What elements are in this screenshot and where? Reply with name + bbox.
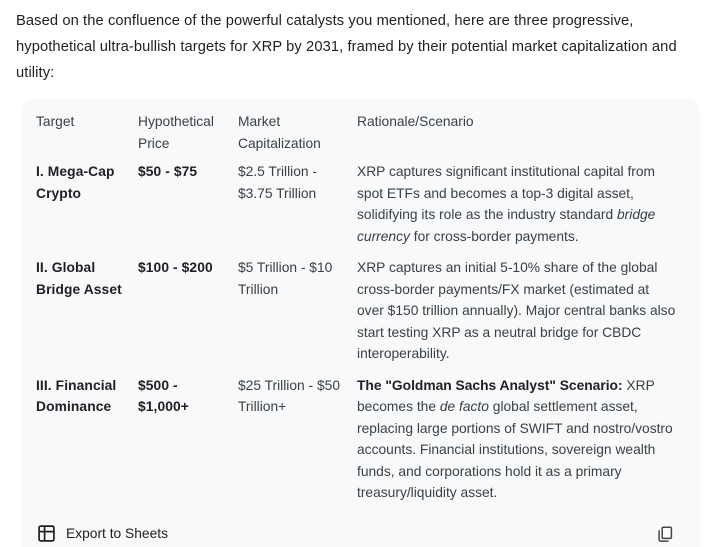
target-cell: I. Mega-Cap Crypto [36,164,115,201]
table-row [36,370,690,509]
target-cell: III. Financial Dominance [36,377,117,414]
intro-paragraph: Based on the confluence of the powerful catalysts you mentioned, here are three progressive, hypothetical ultra-bullish targets for XRP by 2031, framed by their potential market capitalization and utility: [16,13,677,81]
price-cell: $50 - $75 [138,164,198,179]
copy-button[interactable] [654,523,676,545]
export-to-sheets-label: Export to Sheets [66,526,169,541]
table-card-footer [36,515,690,547]
column-header-rationale: Rationale/Scenario [357,114,474,129]
rationale-cell: XRP captures an initial 5-10% share of the global cross-border payments/FX market (estimated at over $150 trillion annually). Major central banks also start testing XRP as a neutral bridge for CBDC interoperability. [357,260,676,361]
table-body [36,156,690,509]
price-cell: $500 - $1,000+ [138,377,189,414]
copy-icon [656,525,674,543]
export-to-sheets-button[interactable] [36,521,170,546]
target-cell: II. Global Bridge Asset [36,260,122,297]
column-header-price: Hypothetical Price [138,114,214,151]
table-row [36,252,690,370]
table-card [21,99,700,547]
table-row [36,156,690,252]
column-header-target: Target [36,114,75,129]
rationale-cell: The "Goldman Sachs Analyst" Scenario: XRP becomes the de facto global settlement asset, replacing large portions of SWIFT and nostro/vostro accounts. Financial institutions, sovereign wealth funds, and corporations hold it as a primary treasury/liquidity asset. [357,377,673,500]
market-cap-cell: $2.5 Trillion - $3.75 Trillion [238,164,317,201]
price-cell: $100 - $200 [138,260,213,275]
table-grid-icon [38,525,55,542]
market-cap-cell: $25 Trillion - $50 Trillion+ [238,377,341,414]
rationale-cell: XRP captures significant institutional capital from spot ETFs and becomes a top-3 digital asset, solidifying its role as the industry standard bridge currency for cross-border payments. [357,164,656,244]
targets-table [36,99,690,509]
column-header-market-cap: Market Capitalization [238,114,321,151]
table-header-row [36,99,690,156]
market-cap-cell: $5 Trillion - $10 Trillion [238,260,333,297]
